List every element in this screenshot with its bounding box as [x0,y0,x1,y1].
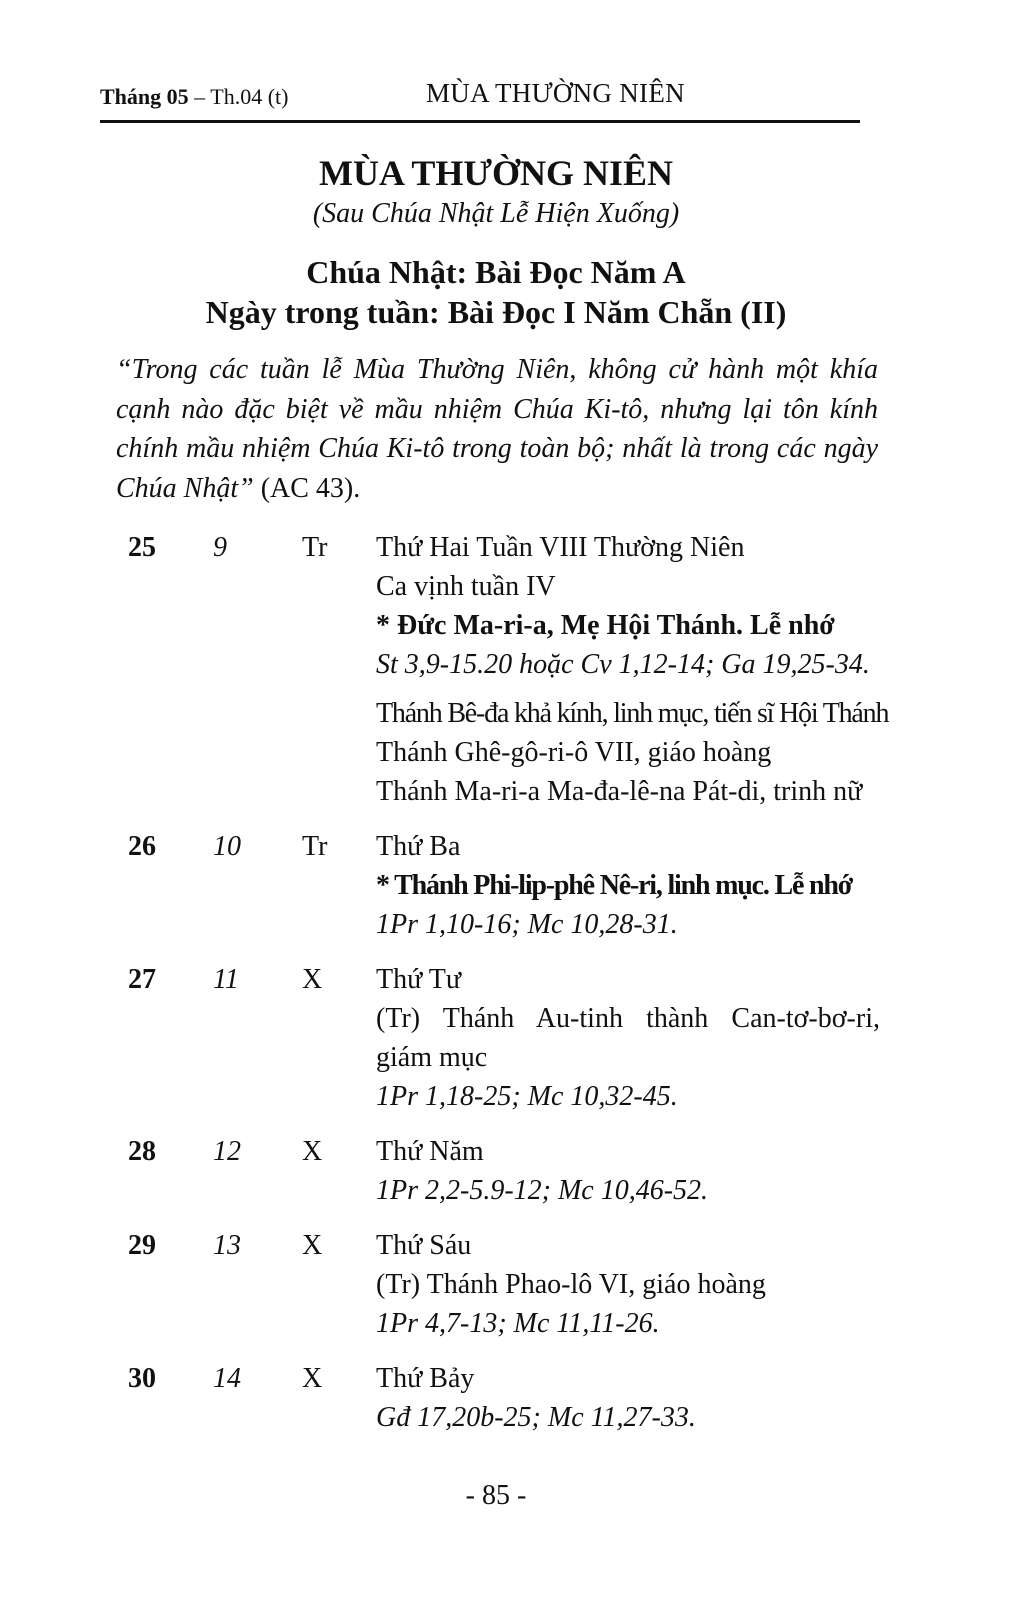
entry-body [376,1132,880,1210]
calendar-entry [0,528,1024,811]
heading-sunday-readings: Chúa Nhật: Bài Đọc Năm A [306,254,686,290]
entry-day: 25 [128,532,156,563]
page-number: - 85 - [465,1480,527,1511]
entry-lunar-day: 10 [213,831,241,862]
entry-readings: 1Pr 1,10-16; Mc 10,28-31. [376,909,678,940]
entry-day: 29 [128,1230,156,1261]
entry-psalter: Ca vịnh tuần IV [376,571,556,602]
header-month [100,84,288,110]
calendar-entry [0,1132,1024,1210]
page-subtitle: (Sau Chúa Nhật Lễ Hiện Xuống) [312,198,680,229]
header-season: MÙA THƯỜNG NIÊN [426,78,685,108]
entry-lunar-day: 14 [213,1363,241,1394]
calendar-entry [0,960,1024,1116]
entry-day: 26 [128,831,156,862]
entry-liturgical-color: Tr [302,831,328,862]
entry-liturgical-color: X [302,1230,323,1261]
entry-title: Thứ Năm [376,1136,484,1167]
entry-readings: 1Pr 2,2-5.9-12; Mc 10,46-52. [376,1175,709,1206]
entry-readings: 1Pr 1,18-25; Mc 10,32-45. [376,1081,678,1112]
calendar-entry [0,1226,1024,1343]
entry-optional-memorial: (Tr) Thánh Phao-lô VI, giáo hoàng [376,1269,766,1300]
entry-optional-memorial: Thánh Ghê-gô-ri-ô VII, giáo hoàng [376,737,772,768]
entry-optional-memorial: Thánh Bê-đa khả kính, linh mục, tiến sĩ Hội Thánh [376,698,889,729]
entry-readings: St 3,9-15.20 hoặc Cv 1,12-14; Ga 19,25-34. [376,649,870,680]
entry-day: 28 [128,1136,156,1167]
entry-title: Thứ Hai Tuần VIII Thường Niên [376,532,745,563]
entry-body [376,827,880,944]
entry-day: 27 [128,964,156,995]
quote-source: (AC 43). [253,472,361,504]
entry-body [376,528,889,811]
header-month-label: Tháng 05 [100,84,189,109]
entry-title: Thứ Sáu [376,1230,472,1261]
header-rule [100,120,860,123]
quote-text: “Trong các tuần lễ Mùa Thường Niên, không cử hành một khía cạnh nào đặc biệt về mầu nhiệm Chúa Ki-tô, nhưng lại tôn kính chính mầu nhiệm Chúa Ki-tô trong toàn bộ; nhất là trong các ngày Chúa Nhật” [116,354,878,504]
entry-lunar-day: 11 [213,964,239,995]
entry-body [376,1226,880,1343]
entry-title: Thứ Bảy [376,1363,475,1394]
entry-lunar-day: 9 [213,532,227,563]
entry-liturgical-color: X [302,964,323,995]
entry-liturgical-color: X [302,1136,323,1167]
entry-readings: 1Pr 4,7-13; Mc 11,11-26. [376,1308,660,1339]
entry-lunar-day: 12 [213,1136,241,1167]
page-title: MÙA THƯỜNG NIÊN [318,153,674,193]
entry-lunar-day: 13 [213,1230,241,1261]
calendar-entry [0,1359,1024,1437]
entry-title: Thứ Ba [376,831,461,862]
header-week-label: – Th.04 (t) [188,84,289,109]
entry-liturgical-color: Tr [302,532,328,563]
entry-feast: * Thánh Phi-lip-phê Nê-ri, linh mục. Lễ nhớ [376,870,853,901]
quote-paragraph [116,350,878,508]
calendar-entry [0,827,1024,944]
entry-day: 30 [128,1363,156,1394]
heading-weekday-readings: Ngày trong tuần: Bài Đọc I Năm Chẵn (II) [205,294,787,330]
running-header [100,78,860,118]
entry-body [376,1359,880,1437]
entry-title: Thứ Tư [376,964,462,995]
entry-optional-memorial: Thánh Ma-ri-a Ma-đa-lê-na Pát-di, trinh nữ [376,776,863,807]
entry-readings: Gđ 17,20b-25; Mc 11,27-33. [376,1402,696,1433]
calendar-entries [0,528,1024,1437]
entry-liturgical-color: X [302,1363,323,1394]
entry-body [376,960,880,1116]
entry-optional-memorial: (Tr) Thánh Au-tinh thành Can-tơ-bơ-ri, [376,1003,880,1034]
entry-feast: * Đức Ma-ri-a, Mẹ Hội Thánh. Lễ nhớ [376,610,835,641]
entry-optional-memorial-cont: giám mục [376,1042,488,1073]
